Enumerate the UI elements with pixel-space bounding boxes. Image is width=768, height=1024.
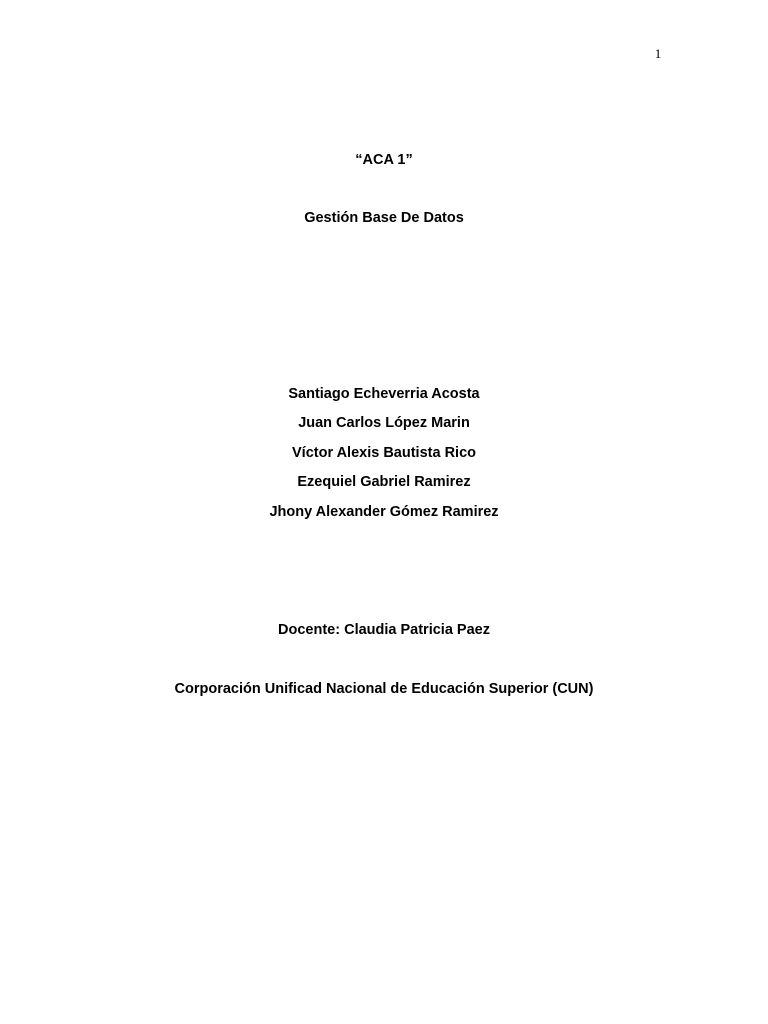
author-name: Víctor Alexis Bautista Rico xyxy=(292,445,476,461)
document-title: “ACA 1” xyxy=(355,152,413,168)
author-name: Juan Carlos López Marin xyxy=(298,415,470,431)
course-subject: Gestión Base De Datos xyxy=(304,210,464,226)
author-name: Santiago Echeverria Acosta xyxy=(288,386,480,402)
institution-name: Corporación Unificad Nacional de Educación Superior (CUN) xyxy=(174,681,594,697)
author-name: Jhony Alexander Gómez Ramirez xyxy=(269,504,499,520)
author-name: Ezequiel Gabriel Ramirez xyxy=(297,474,471,490)
teacher-name: Docente: Claudia Patricia Paez xyxy=(278,622,490,638)
page-number: 1 xyxy=(654,46,662,61)
